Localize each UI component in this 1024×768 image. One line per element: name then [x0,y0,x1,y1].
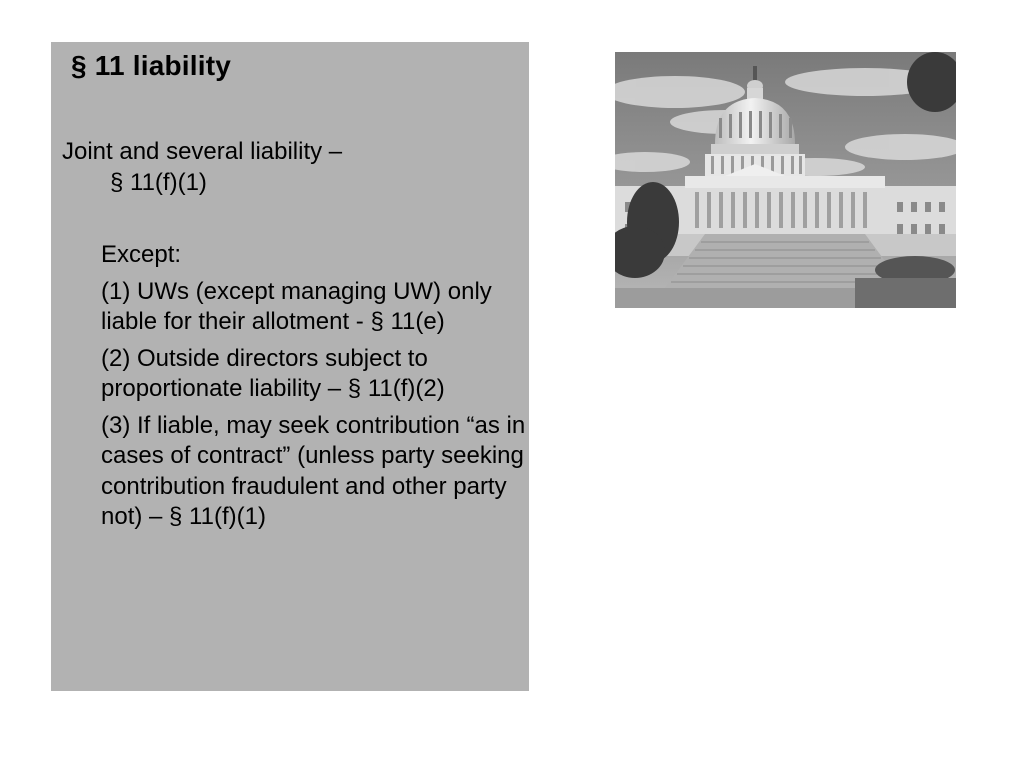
exception-item-3: (3) If liable, may seek contribution “as in cases of contract” (unless party seeking contribution fraudulent and other party not) – § 11(f)(1) [101,411,526,530]
capitol-building-image [615,52,956,308]
except-label: Except: [101,241,182,268]
capitol-photo [615,52,956,308]
exception-item-1: (1) UWs (except managing UW) only liable for their allotment - § 11(e) [101,277,492,335]
lead-text: Joint and several liability – [62,138,343,165]
lead-reference: § 11(f)(1) [110,169,207,196]
text-panel [51,42,529,691]
exception-item-2: (2) Outside directors subject to proportionate liability – § 11(f)(2) [101,344,445,402]
railing [855,278,956,308]
lead-paragraph [62,136,522,198]
slide-title: § 11 liability [71,50,231,81]
exceptions-list [101,240,526,539]
